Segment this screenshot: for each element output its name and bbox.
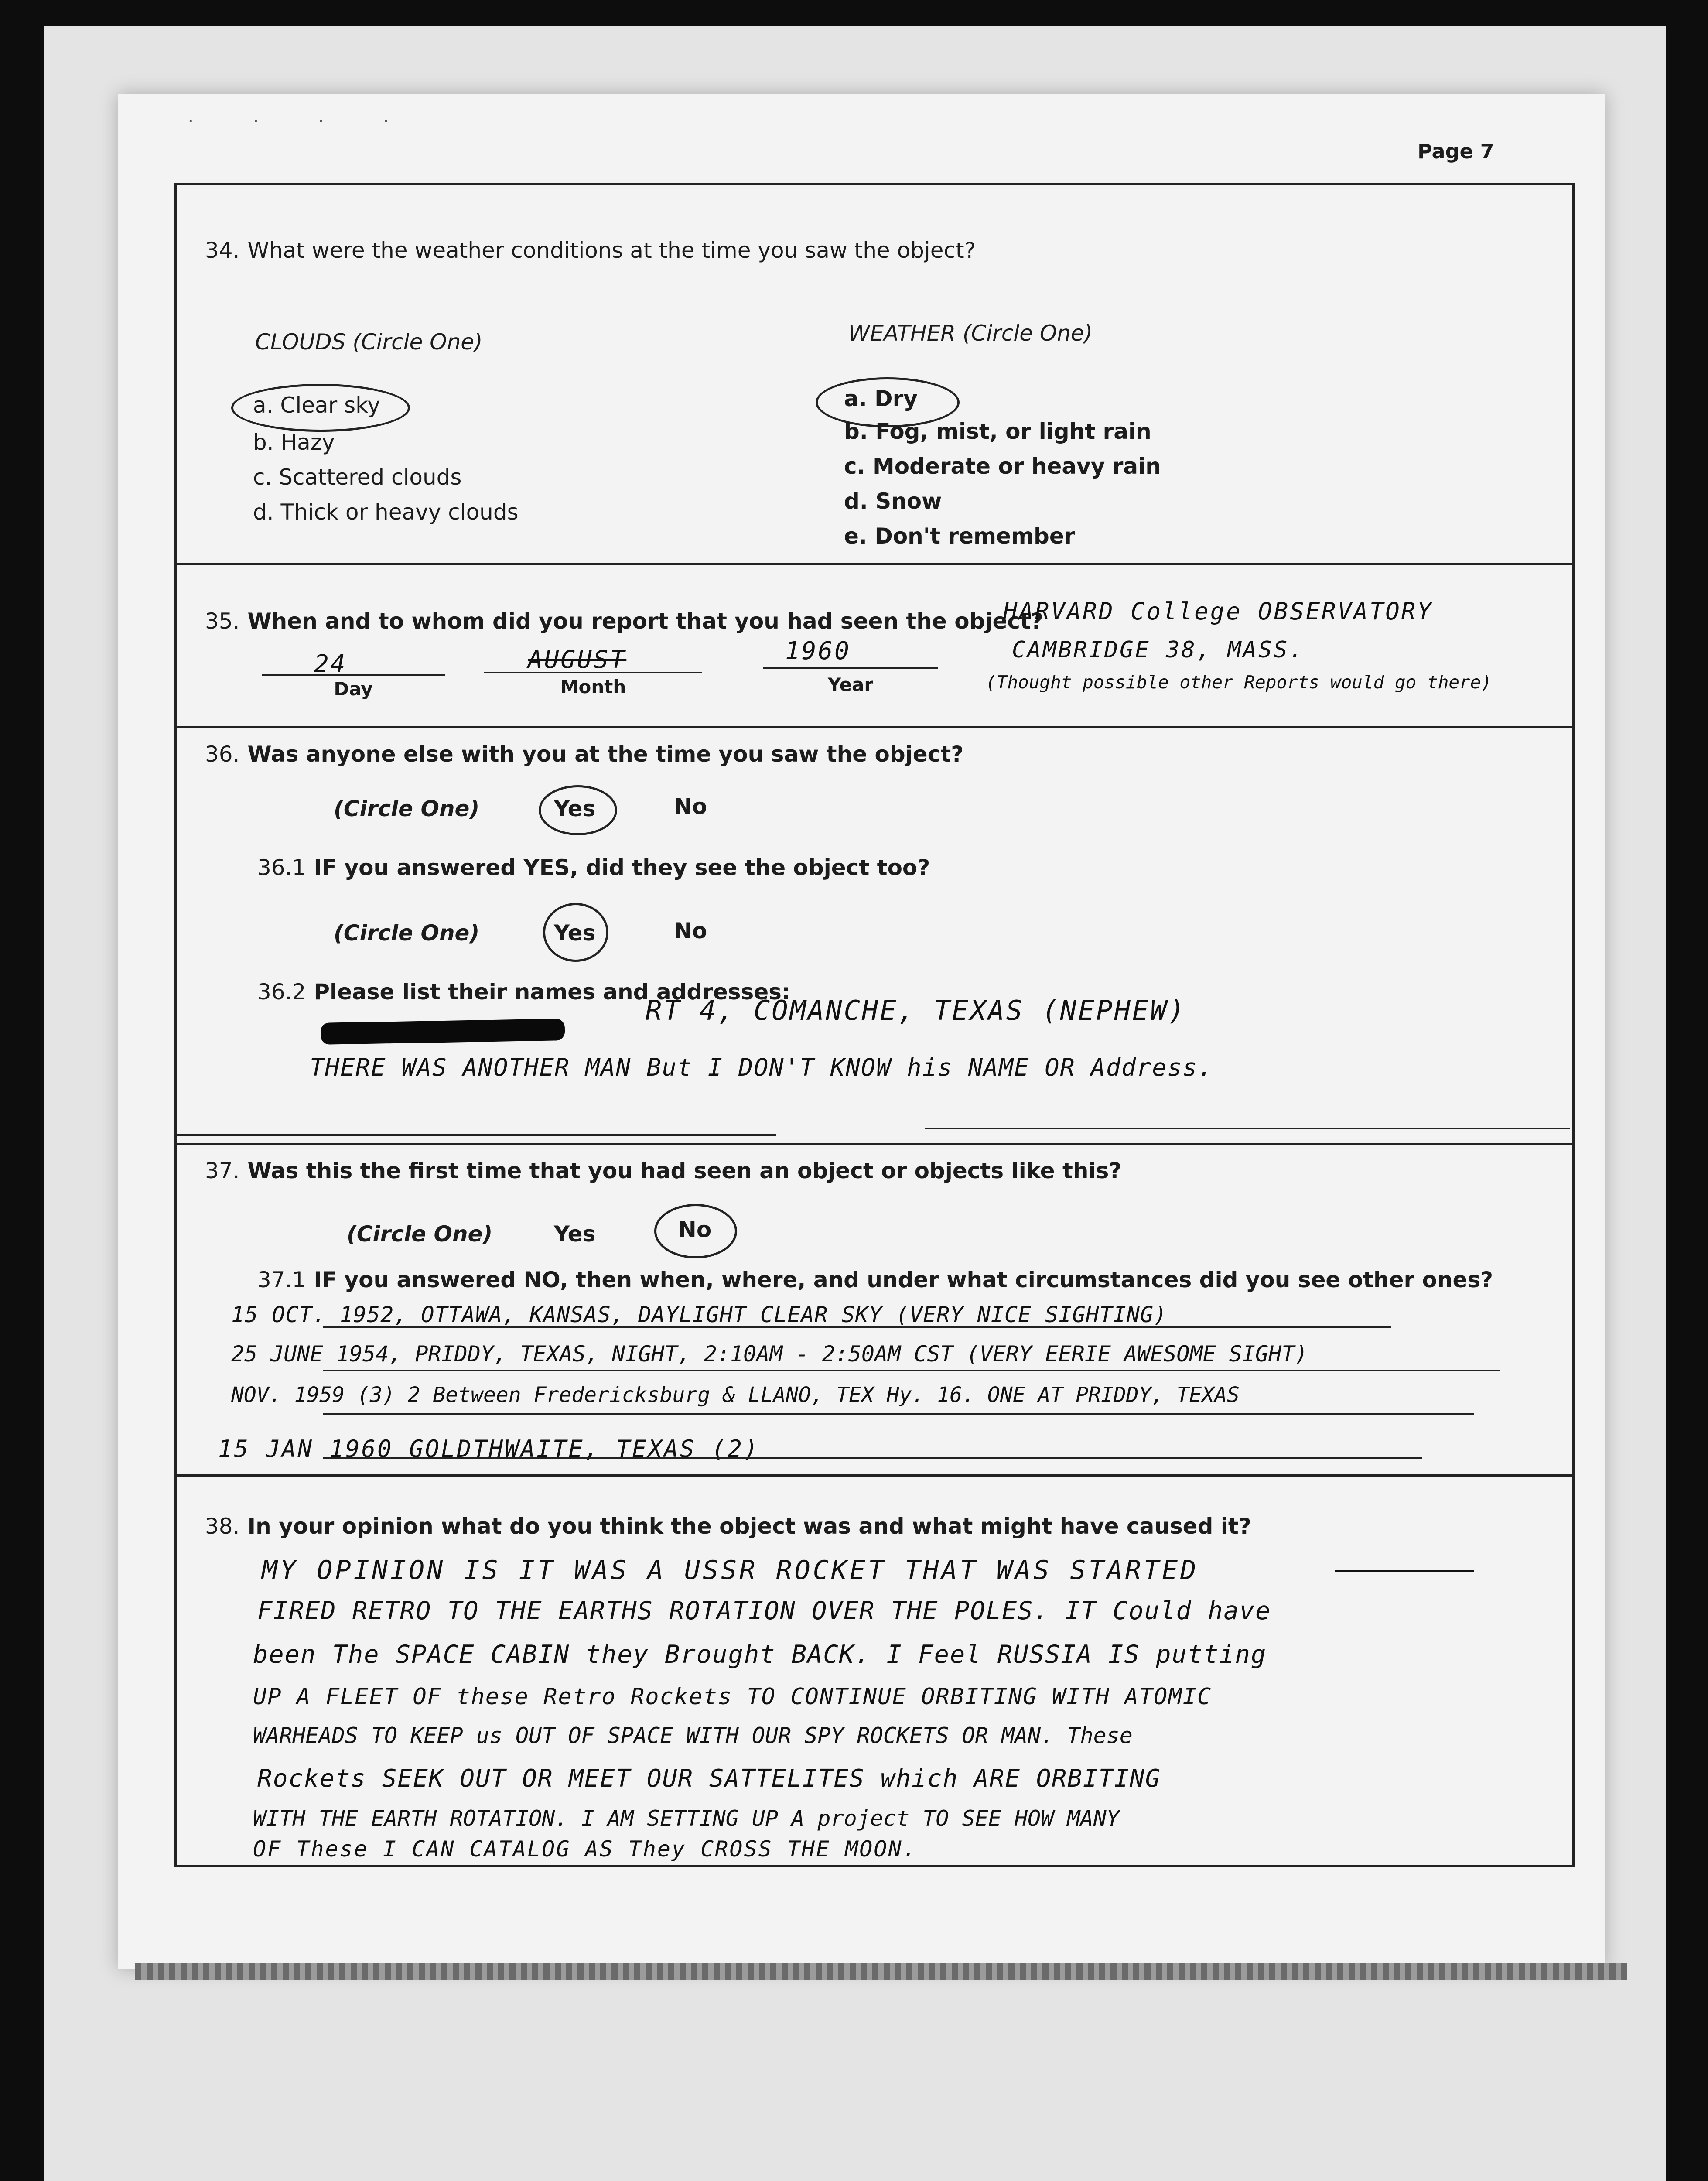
opinion-line-1: MY OPINION IS IT WAS A USSR ROCKET THAT WAS STARTED [262, 1555, 1199, 1586]
question-text: Was this the first time that you had seen an object or objects like this? [247, 1158, 1122, 1183]
sighting-2: 25 JUNE 1954, PRIDDY, TEXAS, NIGHT, 2:10AM - 2:50AM CST (VERY EERIE AWESOME SIGHT) [231, 1341, 1308, 1367]
weather-option-e[interactable]: e. Don't remember [844, 523, 1075, 549]
answer-line [323, 1413, 1474, 1415]
year-line [763, 667, 938, 669]
question-35 [205, 608, 1043, 634]
question-text: Was anyone else with you at the time you saw the object? [247, 742, 964, 767]
question-text: IF you answered NO, then when, where, and under what circumstances did you see other ones? [314, 1267, 1493, 1292]
section-divider [174, 563, 1572, 565]
question-text: IF you answered YES, did they see the object too? [314, 855, 930, 880]
clouds-option-c[interactable]: c. Scattered clouds [253, 465, 462, 490]
report-recipient-line1: HARVARD College OBSERVATORY [1003, 598, 1433, 625]
section-divider [174, 1474, 1572, 1477]
question-number: 36.2 [257, 979, 306, 1005]
answer-line [925, 1128, 1570, 1129]
clouds-option-a[interactable]: a. Clear sky [253, 393, 380, 418]
question-number: 34. [205, 238, 240, 263]
report-month: AUGUST [528, 646, 627, 674]
weather-option-c[interactable]: c. Moderate or heavy rain [844, 454, 1161, 479]
section-divider [174, 1143, 1572, 1145]
weather-header: WEATHER (Circle One) [848, 321, 1093, 346]
opinion-line-4: UP A FLEET OF these Retro Rockets TO CONTINUE ORBITING WITH ATOMIC [253, 1684, 1212, 1710]
opinion-line-3: been The SPACE CABIN they Brought BACK. I Feel RUSSIA IS putting [253, 1640, 1267, 1669]
sighting-1: 15 OCT. 1952, OTTAWA, KANSAS, DAYLIGHT CLEAR SKY (VERY NICE SIGHTING) [231, 1302, 1168, 1327]
day-label: Day [334, 678, 373, 700]
question-text: Please list their names and addresses: [314, 979, 790, 1005]
report-recipient-note: (Thought possible other Reports would go there) [986, 672, 1492, 693]
question-number: 37.1 [257, 1267, 306, 1292]
sighting-3: NOV. 1959 (3) 2 Between Fredericksburg & LLANO, TEX Hy. 16. ONE AT PRIDDY, TEXAS [231, 1383, 1240, 1407]
question-number: 38. [205, 1514, 240, 1539]
year-label: Year [827, 674, 874, 695]
opinion-line-7: WITH THE EARTH ROTATION. I AM SETTING UP A project TO SEE HOW MANY [253, 1806, 1120, 1831]
question-text: What were the weather conditions at the time you saw the object? [247, 238, 976, 263]
option-no[interactable]: No [674, 918, 707, 944]
option-yes[interactable]: Yes [554, 920, 596, 946]
question-number: 35. [205, 608, 240, 634]
month-label: Month [560, 676, 626, 697]
question-38 [205, 1514, 1251, 1539]
option-yes[interactable]: Yes [554, 796, 596, 821]
circle-one-label: (Circle One) [334, 920, 480, 946]
clouds-option-d[interactable]: d. Thick or heavy clouds [253, 499, 519, 525]
clouds-header: CLOUDS (Circle One) [255, 329, 483, 355]
answer-line [174, 1134, 776, 1136]
answer-line [323, 1370, 1500, 1371]
month-line [484, 672, 702, 673]
question-37 [205, 1158, 1121, 1183]
circle-one-label: (Circle One) [334, 796, 480, 821]
opinion-line-6: Rockets SEEK OUT OR MEET OUR SATTELITES which ARE ORBITING [257, 1764, 1161, 1793]
option-no[interactable]: No [678, 1217, 712, 1242]
question-34 [205, 238, 976, 263]
answer-circle [654, 1204, 737, 1258]
clouds-option-b[interactable]: b. Hazy [253, 430, 335, 455]
answer-line [323, 1326, 1391, 1328]
question-number: 36.1 [257, 855, 306, 880]
weather-option-d[interactable]: d. Snow [844, 489, 942, 514]
opinion-line-8: OF These I CAN CATALOG AS They CROSS THE MOON. [253, 1836, 917, 1862]
question-36 [205, 742, 963, 767]
question-number: 37. [205, 1158, 240, 1183]
answer-circle [543, 903, 608, 962]
report-recipient-line2: CAMBRIDGE 38, MASS. [1012, 637, 1305, 663]
option-no[interactable]: No [674, 794, 707, 819]
page-number: Page 7 [1418, 140, 1494, 163]
answer-circle [231, 384, 410, 432]
question-text: When and to whom did you report that you had seen the object? [247, 608, 1043, 634]
strikethrough [1335, 1570, 1474, 1572]
redaction-bar [321, 1019, 565, 1045]
question-36-1 [257, 855, 930, 880]
day-line [262, 674, 445, 676]
sighting-4: 15 JAN 1960 GOLDTHWAITE, TEXAS (2) [218, 1435, 760, 1463]
answer-circle [539, 785, 617, 835]
question-text: In your opinion what do you think the object was and what might have caused it? [247, 1514, 1251, 1539]
option-yes[interactable]: Yes [554, 1221, 596, 1247]
weather-option-b[interactable]: b. Fog, mist, or light rain [844, 419, 1151, 444]
opinion-line-5: WARHEADS TO KEEP us OUT OF SPACE WITH OUR SPY ROCKETS OR MAN. These [253, 1723, 1133, 1748]
page-edge-shadow [135, 1963, 1627, 1980]
section-divider [174, 726, 1572, 728]
report-year: 1960 [785, 637, 851, 665]
question-37-1 [257, 1267, 1493, 1292]
scan-specks: · · · · [188, 109, 416, 133]
companion-note: THERE WAS ANOTHER MAN But I DON'T KNOW his NAME OR Address. [310, 1053, 1213, 1081]
weather-option-a[interactable]: a. Dry [844, 386, 918, 411]
answer-line [323, 1457, 1422, 1459]
question-number: 36. [205, 742, 240, 767]
companion-address: RT 4, COMANCHE, TEXAS (NEPHEW) [646, 995, 1186, 1026]
opinion-line-2: FIRED RETRO TO THE EARTHS ROTATION OVER THE POLES. IT Could have [257, 1596, 1271, 1625]
report-day: 24 [314, 650, 347, 678]
circle-one-label: (Circle One) [347, 1221, 493, 1247]
